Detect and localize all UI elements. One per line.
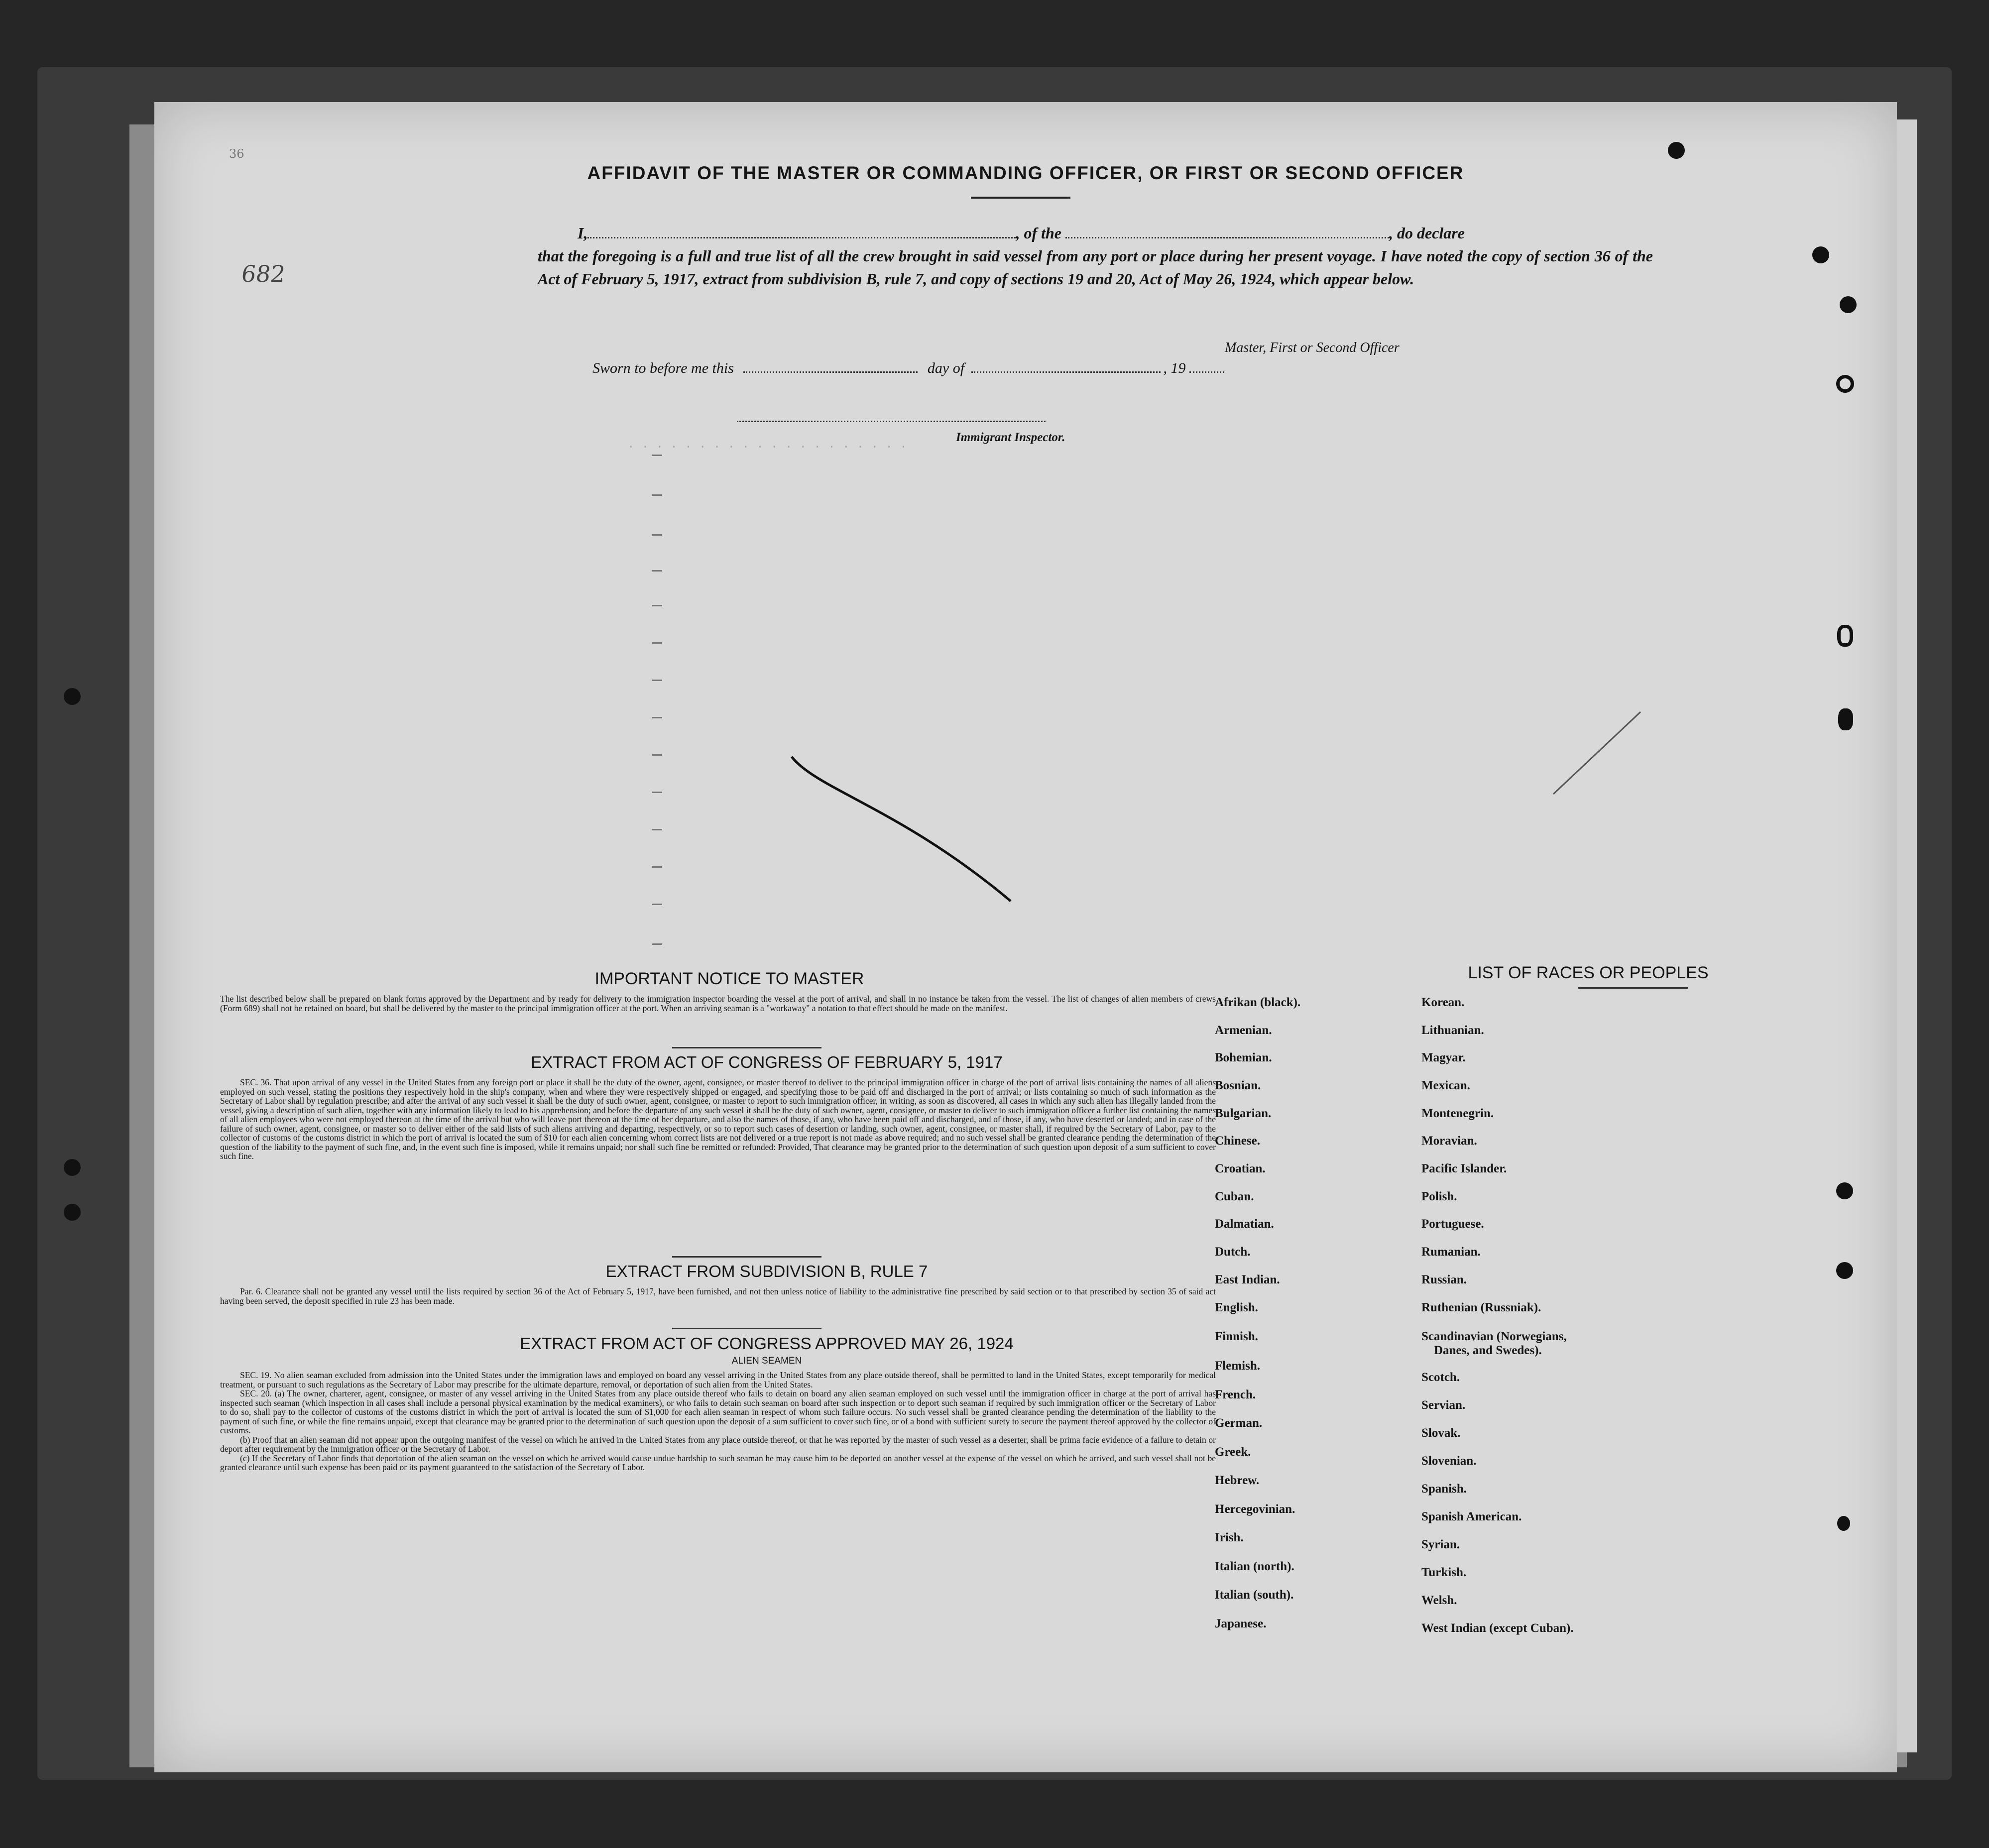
day-blank bbox=[743, 371, 918, 373]
race-item: Ruthenian (Russniak). bbox=[1421, 1301, 1541, 1314]
race-item: Moravian. bbox=[1421, 1134, 1477, 1148]
race-item: Dalmatian. bbox=[1215, 1217, 1274, 1231]
race-item: Slovenian. bbox=[1421, 1454, 1477, 1468]
inspector-signature-line bbox=[737, 421, 1046, 422]
race-item: Bohemian. bbox=[1215, 1051, 1272, 1064]
punch-hole bbox=[1812, 246, 1829, 263]
act-1924-paragraph: SEC. 20. (a) The owner, charterer, agent, consignee, or master of any vessel arriving in the United States from any place outside thereof who fails to detain on board any alien seaman employed on such vessel until the immigration officer in charge at the port of arrival has inspected such seaman (which inspection in all cases shall include a personal physical examination by the medical examiners), or who fails to detain such seaman on board after such inspection or to deport such seaman if required by such immigration officer or the Secretary of Labor to do so, shall pay to the collector of customs of the customs district in which the port of arrival is located the sum of $1,000 for each alien seaman in respect of whom such failure occurs. No such vessel shall be granted clearance pending the determination of the liability to the payment of such fine, or while the fine remains unpaid, except that clearance may be granted prior to the determination of such question upon the deposit of a sum sufficient to cover such fine, or of a bond with sufficient surety to secure the payment thereof approved by the collector of customs. bbox=[220, 1388, 1216, 1435]
race-item: Korean. bbox=[1421, 996, 1465, 1009]
day-of-text: day of bbox=[927, 360, 965, 376]
inspector-label: Immigrant Inspector. bbox=[956, 431, 1065, 444]
race-item: German. bbox=[1215, 1416, 1263, 1430]
race-item: French. bbox=[1215, 1388, 1256, 1401]
race-item: Croatian. bbox=[1215, 1162, 1266, 1175]
race-item: Dutch. bbox=[1215, 1245, 1251, 1259]
race-item: Spanish American. bbox=[1421, 1510, 1522, 1523]
punch-hole bbox=[1838, 708, 1853, 730]
race-item: Afrikan (black). bbox=[1215, 996, 1301, 1009]
subdivision-text: Par. 6. Clearance shall not be granted any vessel until the lists required by section 36 of the Act of February 5, 1917, have been furnished, and not then unless notice of liability to the administrative fine prescribed by said section or to that prescribed by section 35 of said act having been served, the deposit specified in rule 23 has been made. bbox=[220, 1286, 1216, 1306]
punch-hole bbox=[1836, 1262, 1853, 1279]
race-item: West Indian (except Cuban). bbox=[1421, 1621, 1574, 1635]
notice-title: IMPORTANT NOTICE TO MASTER bbox=[594, 969, 864, 988]
section-rule bbox=[672, 1328, 821, 1329]
race-item: Slovak. bbox=[1421, 1426, 1461, 1440]
race-item: Bosnian. bbox=[1215, 1079, 1261, 1092]
corner-mark: 36 bbox=[229, 147, 244, 161]
act-1924-subtitle: ALIEN SEAMEN bbox=[731, 1356, 802, 1366]
affidavit-line1 bbox=[538, 222, 1653, 244]
race-item: Spanish. bbox=[1421, 1482, 1467, 1496]
race-item: Russian. bbox=[1421, 1273, 1467, 1286]
act-1917-text: SEC. 36. That upon arrival of any vessel in the United States from any foreign port or place it shall be the duty of the owner, agent, consignee, or master thereof to deliver to the principal immigration officer in charge of the port of arrival lists containing the names of all aliens employed on such vessel, stating the positions they respectively hold in the ship's company, when and where they were respectively shipped or engaged, and specifying those to be paid off and discharged in the port of arrival; or lists containing so much of such information as the Secretary of Labor shall by regulation prescribe; and after the arrival of any such vessel it shall be the duty of such owner, agent, consignee, or master to report to such immigration officer, in writing, as soon as discovered, all cases in which any such alien has illegally landed from the vessel, giving a description of such alien, together with any information likely to lead to his apprehension; and before the departure of any such vessel it shall be the duty of such owner, agent, consignee, or master to deliver to such immigration officer a further list containing the names of all alien employees who were not employed thereon at the time of the arrival but who will leave port thereon at the time of her departure, and also the names of those, if any, who have been paid off and discharged, and of those, if any, who have deserted or landed; and in case of the failure of such owner, agent, consignee, or master so to deliver either of the said lists of such aliens arriving and departing, respectively, or so to report such cases of desertion or landing, such owner, agent, consignee, or master shall, if required by the Secretary of Labor, pay to the collector of customs of the customs district in which the port of arrival is located the sum of $10 for each alien concerning whom correct lists are not delivered or a true report is not made as above required; and no such vessel shall be granted clearance pending the determination of the question of the liability to the payment of such fine, and, in the event such fine is imposed, while it remains unpaid; nor shall such fine be remitted or refunded: Provided, That clearance may be granted prior to the determination of such question upon deposit of a sum sufficient to cover such fine. bbox=[220, 1077, 1216, 1161]
race-item: Finnish. bbox=[1215, 1330, 1258, 1343]
race-item: English. bbox=[1215, 1301, 1258, 1314]
do-declare: , do declare bbox=[1389, 224, 1465, 242]
sworn-line bbox=[592, 360, 1224, 377]
races-title: LIST OF RACES OR PEOPLES bbox=[1468, 963, 1709, 982]
race-item: East Indian. bbox=[1215, 1273, 1280, 1286]
race-item: Armenian. bbox=[1215, 1024, 1272, 1037]
pen-strokes bbox=[154, 102, 1897, 1772]
punch-hole-ring bbox=[1837, 625, 1853, 647]
race-item: Cuban. bbox=[1215, 1190, 1254, 1203]
affidavit-i: I, bbox=[578, 224, 588, 242]
year-prefix: , 19 bbox=[1163, 360, 1186, 376]
race-item: Polish. bbox=[1421, 1190, 1457, 1203]
act-1924-paragraph: (b) Proof that an alien seaman did not appear upon the outgoing manifest of the vessel on which he arrived in the United States from any place outside thereof, or that he was reported by the master of such vessel as a deserter, shall be prima facie evidence of a failure to detain or deport after requirement by the immigration officer or the Secretary of Labor. bbox=[220, 1434, 1216, 1454]
race-item: Bulgarian. bbox=[1215, 1107, 1272, 1120]
races-rule bbox=[1578, 987, 1688, 989]
affidavit-body: that the foregoing is a full and true list of all the crew brought in said vessel from any port or place during her present voyage. I have noted the copy of section 36 of the Act of February 5, 1917, extract from subdivision B, rule 7, and copy of sections 19 and 20, Act of May 26, 1924, which appear below. bbox=[538, 247, 1653, 288]
race-item: Italian (north). bbox=[1215, 1560, 1294, 1573]
race-item: Welsh. bbox=[1421, 1594, 1457, 1607]
affidavit-text bbox=[538, 222, 1653, 290]
race-item: Italian (south). bbox=[1215, 1588, 1294, 1602]
race-item: Flemish. bbox=[1215, 1359, 1260, 1373]
binder-hole bbox=[64, 688, 81, 705]
binder-hole bbox=[64, 1204, 81, 1221]
section-rule bbox=[672, 1256, 821, 1258]
year-blank bbox=[1189, 371, 1224, 373]
title-rule bbox=[971, 197, 1070, 199]
handwritten-number: 682 bbox=[239, 260, 287, 287]
race-item: Servian. bbox=[1421, 1398, 1466, 1412]
race-item: Montenegrin. bbox=[1421, 1107, 1494, 1120]
race-item: Pacific Islander. bbox=[1421, 1162, 1507, 1175]
punch-hole bbox=[1836, 1182, 1853, 1199]
subdivision-title: EXTRACT FROM SUBDIVISION B, RULE 7 bbox=[605, 1262, 928, 1280]
affidavit-title: AFFIDAVIT OF THE MASTER OR COMMANDING OFFICER, OR FIRST OR SECOND OFFICER bbox=[587, 163, 1464, 183]
race-item: Japanese. bbox=[1215, 1617, 1267, 1630]
binder-hole bbox=[64, 1159, 81, 1176]
act-1924-paragraph: (c) If the Secretary of Labor finds that deportation of the alien seaman on the vessel on which he arrived would cause undue hardship to such seaman he may cause him to be deported on another vessel at the expense of the vessel on which he arrived, and such vessel shall not be granted clearance until such expense has been paid or its payment guaranteed to the satisfaction of the Secretary of Labor. bbox=[220, 1453, 1216, 1472]
document-page bbox=[154, 102, 1897, 1772]
race-item: Irish. bbox=[1215, 1531, 1244, 1544]
sworn-text: Sworn to before me this bbox=[592, 360, 734, 376]
race-item: Magyar. bbox=[1421, 1051, 1466, 1064]
race-item: Rumanian. bbox=[1421, 1245, 1481, 1259]
name-blank bbox=[587, 237, 1016, 238]
race-item: Chinese. bbox=[1215, 1134, 1260, 1148]
race-item: Syrian. bbox=[1421, 1538, 1460, 1551]
act-1924-text bbox=[220, 1371, 1216, 1472]
race-item: Hercegovinian. bbox=[1215, 1502, 1295, 1516]
race-item: Scotch. bbox=[1421, 1371, 1460, 1384]
month-blank bbox=[971, 371, 1161, 373]
race-item: Scandinavian (Norwegians, bbox=[1421, 1330, 1567, 1343]
of-the: , of the bbox=[1016, 224, 1061, 242]
vessel-blank bbox=[1065, 237, 1389, 238]
race-item: Hebrew. bbox=[1215, 1474, 1260, 1487]
race-item: Portuguese. bbox=[1421, 1217, 1484, 1231]
punch-hole-ring bbox=[1836, 375, 1854, 393]
race-item: Greek. bbox=[1215, 1445, 1251, 1459]
section-rule bbox=[672, 1047, 821, 1048]
race-item-continued: Danes, and Swedes). bbox=[1434, 1344, 1542, 1357]
act-1924-title: EXTRACT FROM ACT OF CONGRESS APPROVED MAY 26, 1924 bbox=[520, 1334, 1014, 1353]
punch-hole bbox=[1840, 296, 1857, 313]
race-item: Lithuanian. bbox=[1421, 1024, 1484, 1037]
race-item: Mexican. bbox=[1421, 1079, 1470, 1092]
bleed-through-text: · · · · · · · · · · · · · · · · · · · · bbox=[627, 441, 907, 454]
punch-hole bbox=[1668, 142, 1685, 159]
act-1917-title: EXTRACT FROM ACT OF CONGRESS OF FEBRUARY 5, 1917 bbox=[531, 1053, 1003, 1071]
act-1924-paragraph: SEC. 19. No alien seaman excluded from admission into the United States under the immigration laws and employed on board any vessel arriving in the United States from any place outside thereof, shall be permitted to land in the United States, except temporarily for medical treatment, or pursuant to such regulations as the Secretary of Labor may prescribe for the ultimate departure, removal, or deportation of such alien from the United States. bbox=[220, 1370, 1216, 1389]
punch-hole bbox=[1837, 1516, 1850, 1531]
notice-text: The list described below shall be prepared on blank forms approved by the Department and by ready for delivery to the immigration inspector boarding the vessel at the port of arrival, and shall in no instance be taken from the vessel. The list of changes of alien members of crews (Form 689) shall not be retained on board, but shall be delivered by the master to the principal immigration officer at the port. When an arriving seaman is a "workaway" a notation to that effect should be made on the manifest. bbox=[220, 994, 1216, 1013]
race-item: Turkish. bbox=[1421, 1566, 1467, 1579]
master-signature-label: Master, First or Second Officer bbox=[1225, 340, 1400, 355]
